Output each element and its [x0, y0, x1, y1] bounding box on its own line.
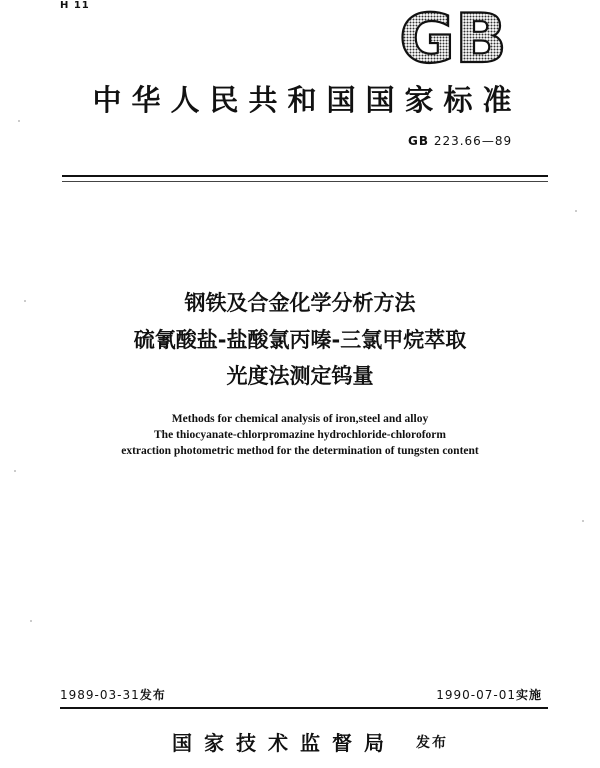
publish-date [60, 686, 166, 703]
gb-logo-text: GB [399, 6, 507, 68]
title-en-line-3: extraction photometric method for the determination of tungsten content [121, 445, 479, 457]
gb-logo [388, 6, 518, 68]
title-en-line-2: The thiocyanate-chlorpromazine hydrochloride-chloroform [154, 429, 446, 441]
scan-speck [30, 620, 32, 622]
implementation-date-value: 1990-07-01 [436, 688, 516, 702]
implementation-date [436, 686, 542, 703]
title-en-line-1: Methods for chemical analysis of iron,steel and alloy [171, 413, 429, 425]
title-cn-line-2: 硫氰酸盐-盐酸氯丙嗪-三氯甲烷萃取 [133, 328, 467, 352]
publish-date-value: 1989-03-31 [60, 688, 140, 702]
standard-number-value: 223.66—89 [433, 134, 513, 148]
implementation-date-label: 实施 [515, 688, 542, 702]
scan-speck [582, 520, 584, 522]
scan-speck [14, 470, 16, 472]
header-rule [62, 175, 548, 177]
scan-speck [18, 120, 20, 122]
scan-speck [24, 300, 26, 302]
classification-code: H 11 [60, 0, 90, 11]
standard-number-prefix: GB [408, 134, 429, 148]
title-cn-line-1: 钢铁及合金化学分析方法 [184, 291, 416, 315]
standard-number [408, 134, 512, 148]
issuing-authority: 国家技术监督局 [172, 731, 396, 755]
issuing-authority-suffix: 发布 [416, 735, 448, 751]
organization-title: 中华人民共和国国家标准 [92, 83, 522, 117]
title-cn-line-3: 光度法测定钨量 [226, 364, 374, 388]
scan-speck [575, 210, 577, 212]
header-rule-thin [62, 181, 548, 182]
footer-rule [60, 707, 548, 709]
publish-date-label: 发布 [139, 688, 166, 702]
